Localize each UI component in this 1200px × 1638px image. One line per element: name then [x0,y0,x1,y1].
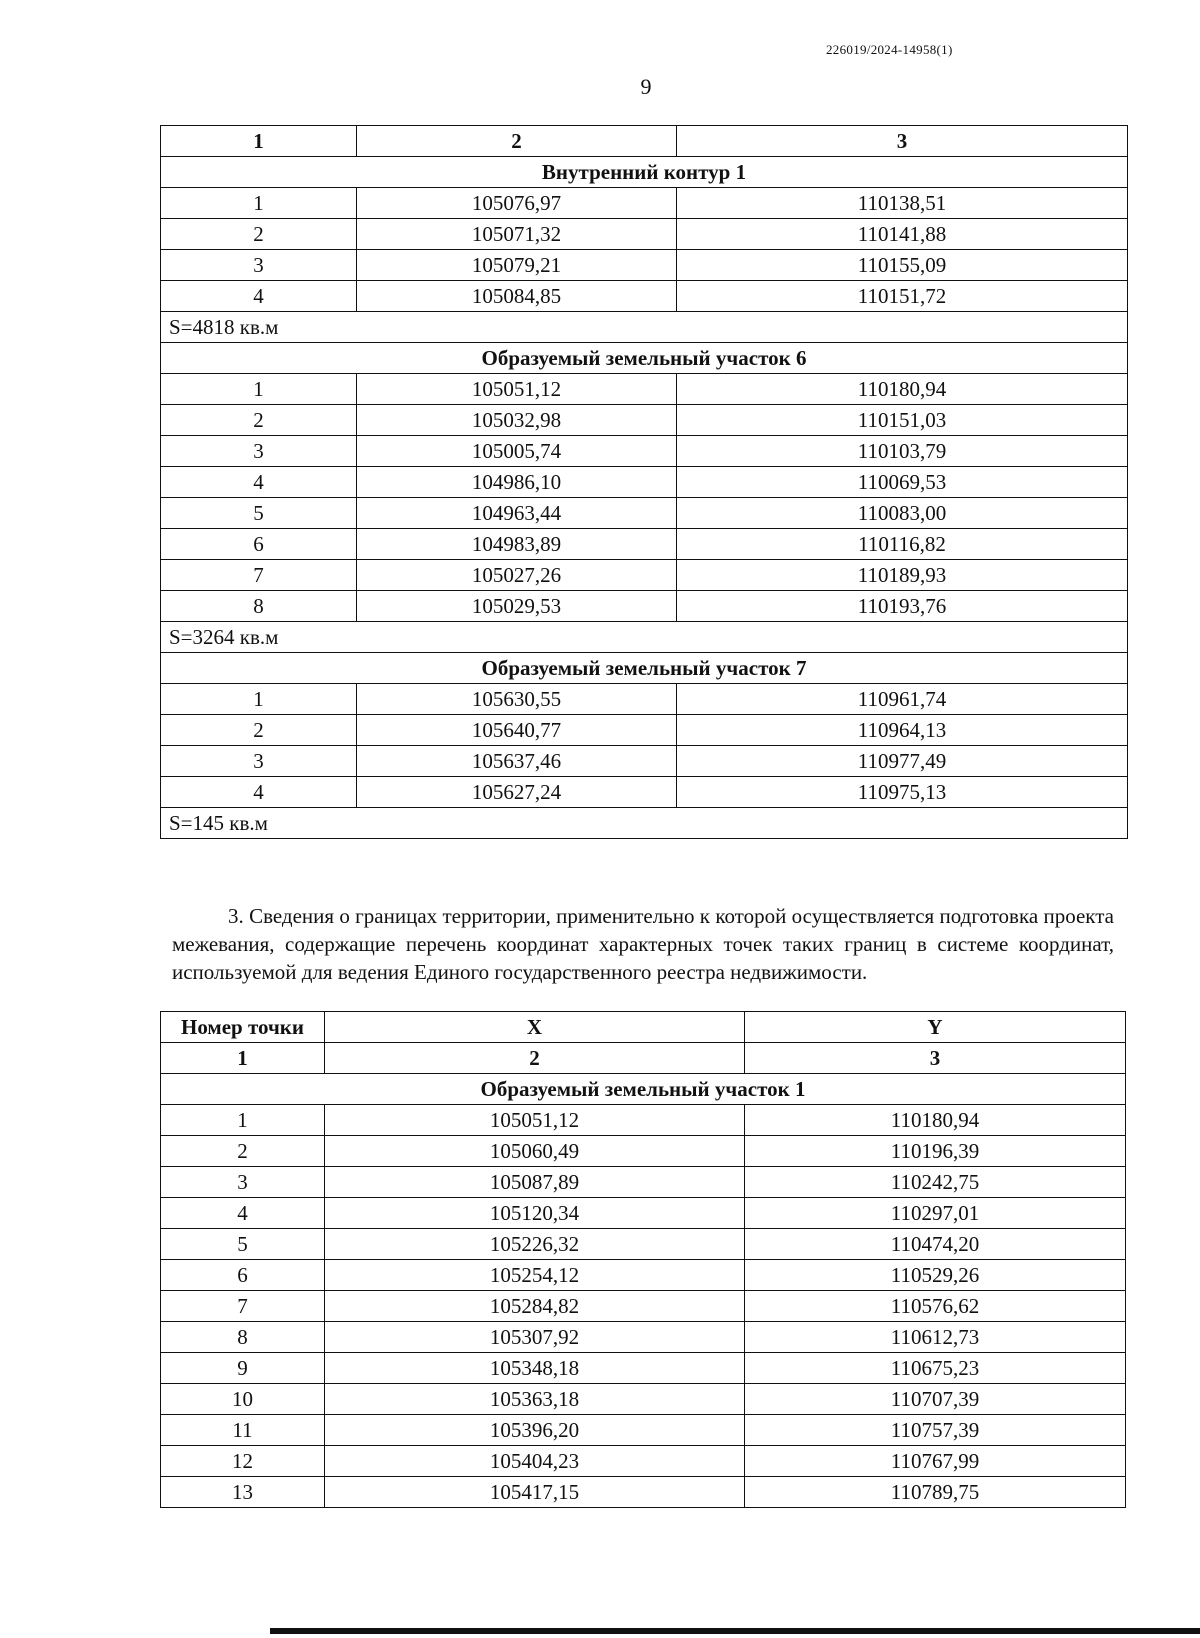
area-row [161,312,1128,343]
section-title-row [161,343,1128,374]
table-row [161,1291,1126,1322]
point-number: 7 [161,560,357,591]
y-coordinate: 110612,73 [745,1322,1126,1353]
table-row [161,1384,1126,1415]
x-coordinate: 105087,89 [325,1167,745,1198]
table-row [161,746,1128,777]
point-number: 1 [161,1105,325,1136]
table-row [161,219,1128,250]
section-title: Внутренний контур 1 [161,157,1128,188]
y-coordinate: 110138,51 [677,188,1128,219]
point-number: 2 [161,219,357,250]
table-row [161,405,1128,436]
column-header-point-number: Номер точки [161,1012,325,1043]
y-coordinate: 110083,00 [677,498,1128,529]
x-coordinate: 104963,44 [357,498,677,529]
x-coordinate: 105027,26 [357,560,677,591]
column-number: 3 [677,126,1128,157]
column-number-row [161,1043,1126,1074]
header-row [161,1012,1126,1043]
y-coordinate: 110529,26 [745,1260,1126,1291]
point-number: 4 [161,281,357,312]
x-coordinate: 105060,49 [325,1136,745,1167]
x-coordinate: 105051,12 [357,374,677,405]
point-number: 13 [161,1477,325,1508]
y-coordinate: 110151,03 [677,405,1128,436]
x-coordinate: 105076,97 [357,188,677,219]
section-title-row [161,157,1128,188]
point-number: 6 [161,1260,325,1291]
point-number: 2 [161,405,357,436]
y-coordinate: 110474,20 [745,1229,1126,1260]
y-coordinate: 110707,39 [745,1384,1126,1415]
point-number: 8 [161,591,357,622]
x-coordinate: 104986,10 [357,467,677,498]
section-title-row [161,653,1128,684]
y-coordinate: 110576,62 [745,1291,1126,1322]
x-coordinate: 105630,55 [357,684,677,715]
column-header-x: X [325,1012,745,1043]
page-number: 9 [640,74,652,99]
y-coordinate: 110189,93 [677,560,1128,591]
area-value: S=4818 кв.м [161,312,1128,343]
y-coordinate: 110180,94 [745,1105,1126,1136]
point-number: 11 [161,1415,325,1446]
point-number: 3 [161,436,357,467]
table-row [161,560,1128,591]
table-row [161,436,1128,467]
x-coordinate: 105032,98 [357,405,677,436]
table-row [161,1260,1126,1291]
y-coordinate: 110069,53 [677,467,1128,498]
coordinates-table-2 [160,1011,1126,1508]
table-row [161,188,1128,219]
section-title: Образуемый земельный участок 7 [161,653,1128,684]
y-coordinate: 110151,72 [677,281,1128,312]
table-row [161,715,1128,746]
table-row [161,1136,1126,1167]
area-value: S=3264 кв.м [161,622,1128,653]
column-number: 1 [161,126,357,157]
table-row [161,1105,1126,1136]
point-number: 5 [161,498,357,529]
x-coordinate: 105627,24 [357,777,677,808]
x-coordinate: 105071,32 [357,219,677,250]
table-row [161,1322,1126,1353]
y-coordinate: 110767,99 [745,1446,1126,1477]
table-row [161,1477,1126,1508]
point-number: 2 [161,1136,325,1167]
boundary-info-paragraph [172,902,1114,986]
area-row [161,622,1128,653]
table-row [161,1415,1126,1446]
y-coordinate: 110975,13 [677,777,1128,808]
x-coordinate: 105404,23 [325,1446,745,1477]
x-coordinate: 105084,85 [357,281,677,312]
point-number: 3 [161,250,357,281]
x-coordinate: 105396,20 [325,1415,745,1446]
table-row [161,591,1128,622]
area-row [161,808,1128,839]
table-row [161,1353,1126,1384]
y-coordinate: 110297,01 [745,1198,1126,1229]
column-number-row [161,126,1128,157]
y-coordinate: 110961,74 [677,684,1128,715]
column-number: 1 [161,1043,325,1074]
column-number: 2 [357,126,677,157]
point-number: 3 [161,1167,325,1198]
point-number: 8 [161,1322,325,1353]
paragraph-text: 3. Сведения о границах территории, применительно к которой осуществляется подготовка проекта межевания, содержащие перечень координат характерных точек таких границ в системе координат, используемой для ведения Единого государственного реестра недвижимости. [172,904,1114,984]
column-number: 2 [325,1043,745,1074]
y-coordinate: 110977,49 [677,746,1128,777]
y-coordinate: 110757,39 [745,1415,1126,1446]
x-coordinate: 105284,82 [325,1291,745,1322]
x-coordinate: 105637,46 [357,746,677,777]
y-coordinate: 110242,75 [745,1167,1126,1198]
table-row [161,281,1128,312]
x-coordinate: 105226,32 [325,1229,745,1260]
point-number: 6 [161,529,357,560]
x-coordinate: 104983,89 [357,529,677,560]
column-header-y: Y [745,1012,1126,1043]
x-coordinate: 105640,77 [357,715,677,746]
x-coordinate: 105029,53 [357,591,677,622]
point-number: 7 [161,1291,325,1322]
section-title: Образуемый земельный участок 6 [161,343,1128,374]
y-coordinate: 110193,76 [677,591,1128,622]
area-value: S=145 кв.м [161,808,1128,839]
table-row [161,1446,1126,1477]
x-coordinate: 105417,15 [325,1477,745,1508]
point-number: 4 [161,777,357,808]
y-coordinate: 110155,09 [677,250,1128,281]
point-number: 9 [161,1353,325,1384]
y-coordinate: 110196,39 [745,1136,1126,1167]
point-number: 1 [161,684,357,715]
table-row [161,467,1128,498]
scan-edge-line [270,1628,1200,1634]
table-row [161,250,1128,281]
coordinates-table-1 [160,125,1128,839]
table-row [161,529,1128,560]
point-number: 2 [161,715,357,746]
x-coordinate: 105348,18 [325,1353,745,1384]
y-coordinate: 110789,75 [745,1477,1126,1508]
table-row [161,1198,1126,1229]
point-number: 3 [161,746,357,777]
y-coordinate: 110116,82 [677,529,1128,560]
y-coordinate: 110180,94 [677,374,1128,405]
x-coordinate: 105307,92 [325,1322,745,1353]
y-coordinate: 110103,79 [677,436,1128,467]
section-title: Образуемый земельный участок 1 [161,1074,1126,1105]
table-row [161,684,1128,715]
x-coordinate: 105079,21 [357,250,677,281]
y-coordinate: 110675,23 [745,1353,1126,1384]
table-row [161,1229,1126,1260]
point-number: 4 [161,467,357,498]
column-number: 3 [745,1043,1126,1074]
table-row [161,777,1128,808]
point-number: 4 [161,1198,325,1229]
x-coordinate: 105120,34 [325,1198,745,1229]
document-number: 226019/2024-14958(1) [826,42,953,57]
x-coordinate: 105005,74 [357,436,677,467]
y-coordinate: 110141,88 [677,219,1128,250]
y-coordinate: 110964,13 [677,715,1128,746]
point-number: 10 [161,1384,325,1415]
section-title-row [161,1074,1126,1105]
x-coordinate: 105363,18 [325,1384,745,1415]
table-row [161,374,1128,405]
point-number: 5 [161,1229,325,1260]
point-number: 1 [161,374,357,405]
table-row [161,1167,1126,1198]
x-coordinate: 105051,12 [325,1105,745,1136]
table-row [161,498,1128,529]
x-coordinate: 105254,12 [325,1260,745,1291]
point-number: 12 [161,1446,325,1477]
point-number: 1 [161,188,357,219]
